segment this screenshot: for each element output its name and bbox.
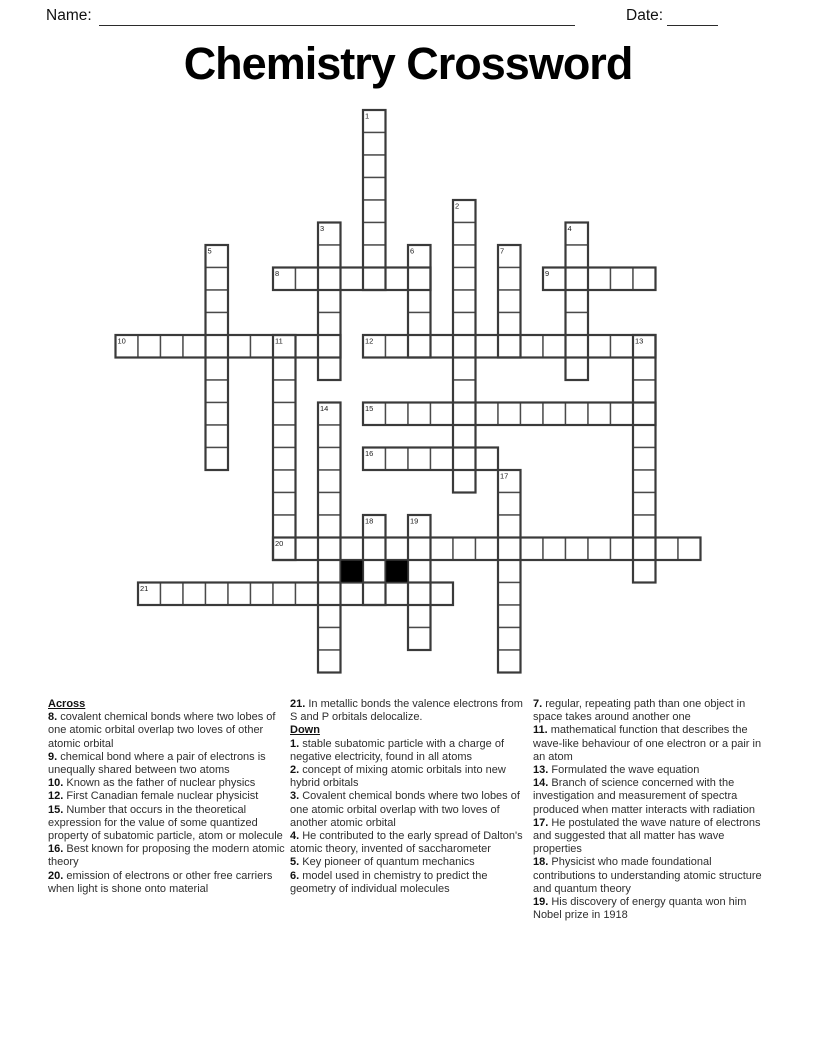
grid-cell[interactable] — [318, 290, 341, 313]
grid-cell[interactable] — [386, 448, 409, 471]
grid-cell[interactable] — [566, 290, 589, 313]
grid-cell[interactable] — [633, 470, 656, 493]
grid-cell[interactable] — [588, 538, 611, 561]
down-clue-19 — [533, 896, 770, 922]
grid-cell[interactable] — [633, 358, 656, 381]
cell-number: 5 — [207, 246, 212, 256]
grid-cell[interactable] — [363, 268, 386, 291]
grid-cell[interactable] — [273, 358, 296, 381]
grid-cell[interactable] — [206, 268, 229, 291]
down-clue-11 — [533, 724, 770, 764]
date-label: Date: — [626, 7, 664, 24]
clue-number: 3. — [290, 790, 303, 803]
grid-cell[interactable] — [363, 583, 386, 606]
clue-text: mathematical function that describes the wave-like behaviour of one electron or a pair in an atom — [533, 724, 762, 763]
cell-number: 18 — [365, 516, 374, 526]
grid-cell[interactable] — [318, 268, 341, 291]
across-clue-21 — [290, 698, 527, 724]
grid-cell[interactable] — [318, 515, 341, 538]
grid-cell[interactable] — [633, 493, 656, 516]
grid-cell[interactable] — [521, 335, 544, 358]
clue-number: 5. — [290, 856, 303, 869]
grid-cell[interactable] — [318, 448, 341, 471]
grid-cell[interactable] — [611, 538, 634, 561]
clue-column-2 — [290, 698, 527, 896]
across-clue-15 — [48, 804, 285, 844]
grid-cell[interactable] — [408, 268, 431, 291]
grid-cell[interactable] — [543, 403, 566, 426]
grid-cell[interactable] — [498, 493, 521, 516]
grid-cell[interactable] — [633, 515, 656, 538]
grid-cell[interactable] — [363, 560, 386, 583]
cell-number: 2 — [455, 201, 460, 211]
grid-cell[interactable] — [296, 538, 319, 561]
clue-text: Covalent chemical bonds where two lobes of one atomic orbital overlap with two loves of another atomic orbital — [290, 790, 520, 829]
cell-number: 12 — [365, 336, 374, 346]
across-clue-9 — [48, 751, 285, 777]
clue-text: Key pioneer of quantum mechanics — [302, 856, 475, 869]
clue-number: 6. — [290, 869, 303, 882]
grid-cell[interactable] — [318, 470, 341, 493]
grid-cell[interactable] — [386, 268, 409, 291]
grid-cell[interactable] — [318, 425, 341, 448]
grid-cell[interactable] — [408, 538, 431, 561]
clue-column-3 — [533, 698, 770, 922]
grid-cell[interactable] — [408, 313, 431, 336]
clue-text: regular, repeating path than one object in space takes around another one — [533, 698, 746, 724]
cell-number: 15 — [365, 404, 374, 413]
grid-cell[interactable] — [453, 313, 476, 336]
grid-cell[interactable] — [273, 515, 296, 538]
grid-cell[interactable] — [453, 425, 476, 448]
grid-cell[interactable] — [408, 605, 431, 628]
page-title: Chemistry Crossword — [183, 38, 633, 89]
grid-cell[interactable] — [611, 403, 634, 426]
down-clue-18 — [533, 856, 770, 896]
cell-number: 1 — [365, 111, 370, 121]
down-clue-3 — [290, 790, 527, 830]
grid-cell[interactable] — [498, 650, 521, 673]
grid-cell[interactable] — [228, 583, 251, 606]
grid-cell[interactable] — [273, 403, 296, 426]
grid-cell[interactable] — [206, 290, 229, 313]
grid-cell[interactable] — [273, 493, 296, 516]
grid-cell[interactable] — [251, 335, 274, 358]
grid-cell[interactable] — [206, 425, 229, 448]
grid-cell[interactable] — [273, 448, 296, 471]
grid-cell[interactable] — [588, 268, 611, 291]
grid-cell[interactable] — [408, 448, 431, 471]
name-label: Name: — [46, 7, 92, 24]
cell-number: 3 — [320, 224, 325, 233]
cell-number: 4 — [567, 224, 572, 233]
grid-cell[interactable] — [633, 448, 656, 471]
grid-cell[interactable] — [206, 403, 229, 426]
clue-number: 20. — [48, 869, 67, 882]
clue-number: 10. — [48, 777, 67, 790]
clue-number: 17. — [533, 816, 552, 829]
grid-cell[interactable] — [183, 583, 206, 606]
grid-cell[interactable] — [206, 335, 229, 358]
grid-cell[interactable] — [476, 448, 499, 471]
grid-cell[interactable] — [341, 583, 364, 606]
grid-cell[interactable] — [386, 538, 409, 561]
grid-cell[interactable] — [431, 583, 454, 606]
grid-cell[interactable] — [588, 335, 611, 358]
grid-cell[interactable] — [611, 335, 634, 358]
cell-number: 20 — [275, 539, 284, 548]
grid-cell[interactable] — [453, 223, 476, 246]
grid-cell[interactable] — [363, 155, 386, 178]
grid-cell[interactable] — [431, 538, 454, 561]
across-clue-10 — [48, 777, 285, 790]
clue-number: 12. — [48, 790, 67, 803]
grid-cell[interactable] — [341, 268, 364, 291]
grid-cell[interactable] — [566, 335, 589, 358]
down-clue-13 — [533, 764, 770, 777]
grid-cell[interactable] — [408, 583, 431, 606]
grid-cell[interactable] — [161, 583, 184, 606]
down-clue-7 — [533, 698, 770, 724]
clue-number: 16. — [48, 843, 67, 856]
cell-number: 17 — [500, 471, 509, 481]
clue-text: First Canadian female nuclear physicist — [66, 790, 259, 803]
down-clue-1 — [290, 738, 527, 764]
grid-cell[interactable] — [431, 448, 454, 471]
clue-text: Number that occurs in the theoretical expression for the value of some quantized property of subatomic particle, atom or molecule — [48, 803, 283, 843]
grid-cell[interactable] — [386, 583, 409, 606]
clue-number: 8. — [48, 711, 61, 724]
grid-cell[interactable] — [318, 583, 341, 606]
grid-cell[interactable] — [341, 538, 364, 561]
clue-number: 19. — [533, 896, 552, 909]
grid-cell[interactable] — [498, 560, 521, 583]
black-cell — [341, 560, 364, 583]
grid-cell[interactable] — [318, 605, 341, 628]
grid-cell[interactable] — [206, 448, 229, 471]
grid-cell[interactable] — [318, 628, 341, 651]
grid-cell[interactable] — [633, 560, 656, 583]
grid-cell[interactable] — [251, 583, 274, 606]
grid-cell[interactable] — [408, 290, 431, 313]
grid-cell[interactable] — [318, 245, 341, 268]
grid-cell[interactable] — [498, 628, 521, 651]
grid-cell[interactable] — [498, 290, 521, 313]
clue-number: 7. — [533, 698, 546, 710]
grid-cell[interactable] — [566, 358, 589, 381]
grid-cell[interactable] — [566, 538, 589, 561]
grid-cell[interactable] — [633, 403, 656, 426]
cell-number: 13 — [635, 336, 644, 346]
clue-number: 13. — [533, 764, 552, 777]
clue-text: Formulated the wave equation — [551, 764, 700, 777]
clue-text: model used in chemistry to predict the geometry of individual molecules — [290, 869, 488, 895]
grid-cell[interactable] — [453, 538, 476, 561]
grid-cell[interactable] — [453, 403, 476, 426]
grid-cell[interactable] — [206, 358, 229, 381]
clue-list-header: Down — [290, 724, 320, 737]
clue-number: 14. — [533, 777, 552, 790]
cell-number: 21 — [140, 584, 149, 593]
grid-cell[interactable] — [476, 335, 499, 358]
grid-cell[interactable] — [363, 245, 386, 268]
down-clue-14 — [533, 777, 770, 817]
grid-cell[interactable] — [318, 335, 341, 358]
grid-cell[interactable] — [318, 358, 341, 381]
grid-cell[interactable] — [453, 335, 476, 358]
grid-cell[interactable] — [498, 583, 521, 606]
cell-number: 8 — [275, 269, 280, 278]
grid-cell[interactable] — [363, 200, 386, 223]
clue-text: Known as the father of nuclear physics — [66, 777, 256, 790]
grid-cell[interactable] — [453, 448, 476, 471]
grid-cell[interactable] — [633, 538, 656, 561]
cell-number: 16 — [365, 449, 374, 458]
grid-cell[interactable] — [206, 313, 229, 336]
cell-number: 10 — [117, 336, 126, 346]
clue-column-1 — [48, 698, 285, 896]
clue-text: chemical bond where a pair of electrons is unequally shared between two atoms — [48, 750, 266, 777]
grid-cell[interactable] — [453, 245, 476, 268]
grid-cell[interactable] — [296, 583, 319, 606]
grid-cell[interactable] — [161, 335, 184, 358]
down-clue-4 — [290, 830, 527, 856]
clue-number: 2. — [290, 764, 303, 777]
grid-cell[interactable] — [633, 268, 656, 291]
grid-cell[interactable] — [498, 605, 521, 628]
down-clue-2 — [290, 764, 527, 790]
grid-cell[interactable] — [633, 425, 656, 448]
grid-cell[interactable] — [498, 268, 521, 291]
grid-cell[interactable] — [566, 403, 589, 426]
clue-text: Best known for proposing the modern atomic theory — [48, 843, 285, 869]
clue-number: 18. — [533, 856, 552, 869]
cell-number: 19 — [410, 516, 419, 526]
grid-cell[interactable] — [386, 403, 409, 426]
cell-number: 11 — [275, 336, 283, 346]
down-clue-6 — [290, 870, 527, 896]
grid-cell[interactable] — [588, 403, 611, 426]
grid-cell[interactable] — [431, 403, 454, 426]
grid-cell[interactable] — [543, 538, 566, 561]
clue-number: 4. — [290, 830, 303, 843]
grid-cell[interactable] — [611, 268, 634, 291]
grid-cell[interactable] — [656, 538, 679, 561]
grid-cell[interactable] — [273, 425, 296, 448]
grid-cell[interactable] — [521, 403, 544, 426]
clue-number: 9. — [48, 750, 61, 763]
grid-cell[interactable] — [318, 650, 341, 673]
grid-cell[interactable] — [453, 470, 476, 493]
grid-cell[interactable] — [498, 515, 521, 538]
clue-text: In metallic bonds the valence electrons from S and P orbitals delocalize. — [290, 698, 523, 724]
grid-cell[interactable] — [408, 403, 431, 426]
clue-text: He postulated the wave nature of electrons and suggested that all matter has wave properties — [533, 816, 761, 856]
clue-text: Physicist who made foundational contributions to understanding atomic structure and quantum theory — [533, 856, 762, 895]
grid-cell[interactable] — [521, 538, 544, 561]
grid-cell[interactable] — [566, 245, 589, 268]
across-clue-8 — [48, 711, 285, 751]
grid-cell[interactable] — [476, 403, 499, 426]
grid-cell[interactable] — [206, 380, 229, 403]
grid-cell[interactable] — [566, 268, 589, 291]
grid-cell[interactable] — [318, 313, 341, 336]
grid-cell[interactable] — [273, 380, 296, 403]
down-clue-17 — [533, 817, 770, 857]
grid-cell[interactable] — [453, 358, 476, 381]
grid-cell[interactable] — [498, 403, 521, 426]
grid-cell[interactable] — [498, 313, 521, 336]
grid-cell[interactable] — [498, 538, 521, 561]
clue-number: 15. — [48, 803, 67, 816]
grid-cell[interactable] — [296, 335, 319, 358]
grid-cell[interactable] — [183, 335, 206, 358]
down-clue-5 — [290, 856, 527, 869]
clue-text: emission of electrons or other free carriers when light is shone onto material — [48, 869, 273, 895]
clue-number: 11. — [533, 724, 551, 737]
grid-cell[interactable] — [476, 538, 499, 561]
grid-cell[interactable] — [363, 223, 386, 246]
clue-text: Branch of science concerned with the investigation and measurement of spectra produced when matter interacts with radiation — [533, 777, 755, 816]
clue-text: stable subatomic particle with a charge of negative electricity, found in all atoms — [290, 737, 505, 763]
clue-text: concept of mixing atomic orbitals into new hybrid orbitals — [290, 764, 506, 790]
grid-cell[interactable] — [273, 583, 296, 606]
clue-text: His discovery of energy quanta won him Nobel prize in 1918 — [533, 896, 747, 922]
cell-number: 6 — [410, 246, 415, 256]
clue-number: 1. — [290, 737, 303, 750]
grid-cell[interactable] — [273, 470, 296, 493]
grid-cell[interactable] — [408, 628, 431, 651]
grid-cell[interactable] — [453, 268, 476, 291]
grid-cell[interactable] — [318, 560, 341, 583]
grid-cell[interactable] — [363, 538, 386, 561]
across-clue-12 — [48, 790, 285, 803]
cell-number: 7 — [500, 246, 505, 256]
grid-cell[interactable] — [386, 335, 409, 358]
grid-cell[interactable] — [498, 335, 521, 358]
black-cell — [386, 560, 409, 583]
clue-text: covalent chemical bonds where two lobes of one atomic orbital overlap two loves of other atomic orbital — [48, 711, 276, 750]
grid-cell[interactable] — [453, 290, 476, 313]
grid-cell[interactable] — [318, 493, 341, 516]
across-clue-20 — [48, 870, 285, 896]
clue-text: He contributed to the early spread of Dalton's atomic theory, invented of saccharometer — [290, 830, 523, 856]
grid-cell[interactable] — [453, 380, 476, 403]
cell-number: 14 — [320, 404, 329, 413]
grid-cell[interactable] — [138, 335, 161, 358]
grid-cell[interactable] — [363, 178, 386, 201]
grid-cell[interactable] — [408, 560, 431, 583]
grid-cell[interactable] — [318, 538, 341, 561]
grid-cell[interactable] — [633, 380, 656, 403]
clue-list-header: Across — [48, 698, 86, 710]
grid-cell[interactable] — [431, 335, 454, 358]
grid-cell[interactable] — [296, 268, 319, 291]
clue-number: 21. — [290, 698, 309, 710]
cell-number: 9 — [545, 269, 550, 278]
grid-cell[interactable] — [228, 335, 251, 358]
grid-cell[interactable] — [678, 538, 701, 561]
grid-cell[interactable] — [543, 335, 566, 358]
grid-cell[interactable] — [566, 313, 589, 336]
grid-cell[interactable] — [408, 335, 431, 358]
across-clue-16 — [48, 843, 285, 869]
grid-cell[interactable] — [206, 583, 229, 606]
grid-cell[interactable] — [363, 133, 386, 156]
